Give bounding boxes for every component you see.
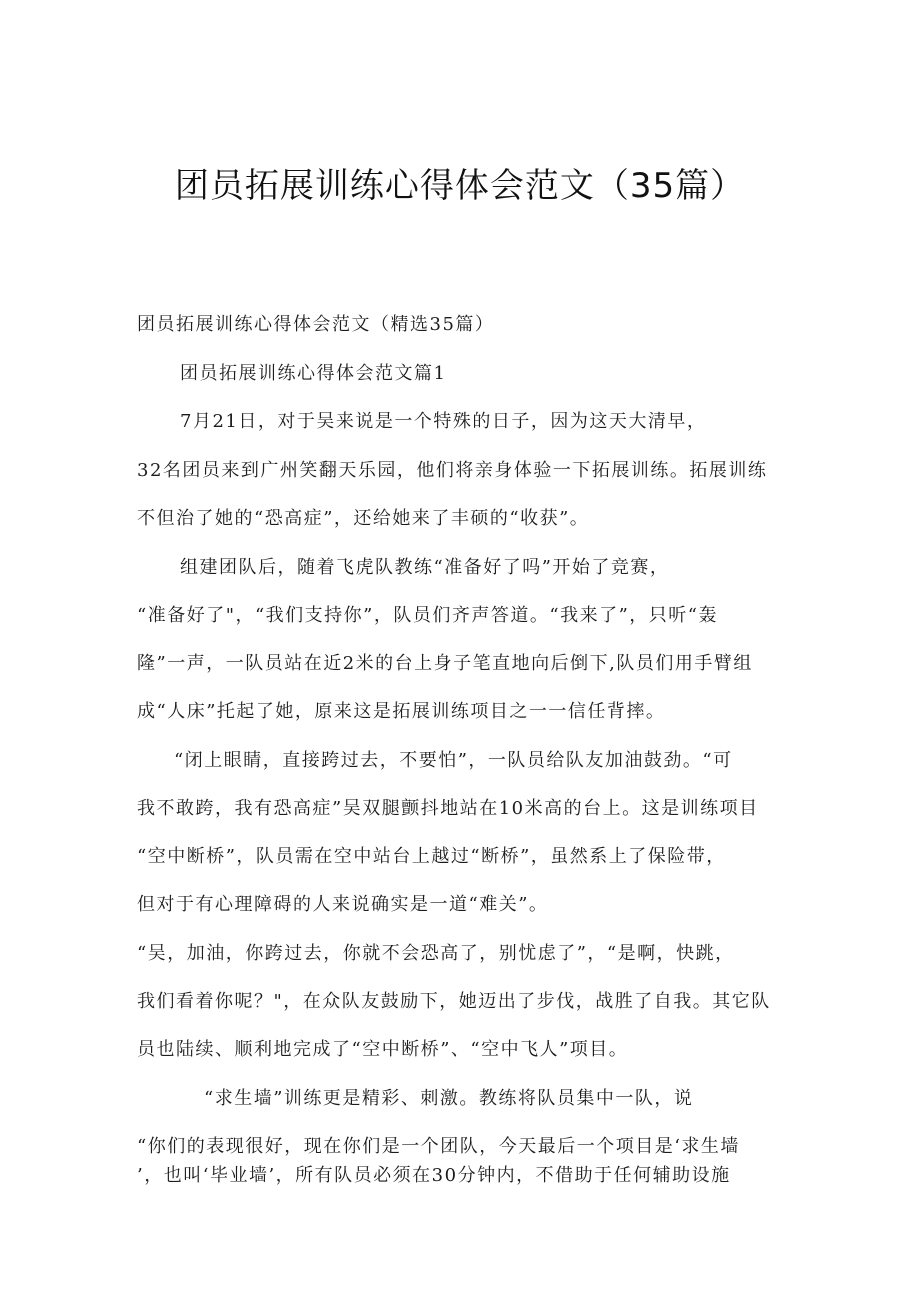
body-line: “你们的表现很好，现在你们是一个团队，今天最后一个项目是‘求生墙 — [137, 1136, 740, 1157]
body-line: 不但治了她的“恐高症”，还给她来了丰硕的“收获”。 — [137, 508, 590, 529]
document-subtitle: 团员拓展训练心得体会范文（精选35篇） — [137, 314, 495, 335]
body-line: “吴，加油，你跨过去，你就不会恐高了，别忧虑了”，“是啊，快跳， — [137, 943, 735, 964]
body-line: “空中断桥”，队员需在空中站台上越过“断桥”，虽然系上了保险带， — [137, 846, 726, 867]
body-line: 但对于有心理障碍的人来说确实是一道“难关”。 — [137, 894, 549, 915]
body-line: 32名团员来到广州笑翻天乐园，他们将亲身体验一下拓展训练。拓展训练 — [137, 460, 768, 481]
body-line: 7月21日，对于吴来说是一个特殊的日子，因为这天大清早， — [180, 411, 707, 432]
body-line: 隆”一声，一队员站在近2米的台上身子笔直地向后倒下,队员们用手臂组 — [137, 653, 753, 674]
body-line: 我不敢跨，我有恐高症”吴双腿颤抖地站在10米高的台上。这是训练项目 — [137, 798, 759, 819]
section-heading: 团员拓展训练心得体会范文篇1 — [180, 363, 447, 384]
body-line: “闭上眼睛，直接跨过去，不要怕”，一队员给队友加油鼓劲。“可 — [174, 750, 733, 771]
body-line: 我们看着你呢？"，在众队友鼓励下，她迈出了步伐，战胜了自我。其它队 — [137, 991, 771, 1012]
body-line: “求生墙”训练更是精彩、刺激。教练将队员集中一队，说 — [204, 1088, 694, 1109]
body-line: 组建团队后，随着飞虎队教练“准备好了吗”开始了竞赛， — [180, 557, 670, 578]
document-title: 团员拓展训练心得体会范文（35篇） — [174, 166, 746, 206]
body-line: 成“人床”托起了她，原来这是拓展训练项目之一一信任背摔。 — [137, 701, 666, 722]
body-line: “准备好了"，“我们支持你”，队员们齐声答道。“我来了”，只听“轰 — [137, 605, 718, 626]
body-line: ’，也叫‘毕业墙’，所有队员必须在30分钟内，不借助于任何辅助设施 — [137, 1165, 731, 1186]
body-line: 员也陆续、顺利地完成了“空中断桥”、“空中飞人”项目。 — [137, 1039, 629, 1060]
